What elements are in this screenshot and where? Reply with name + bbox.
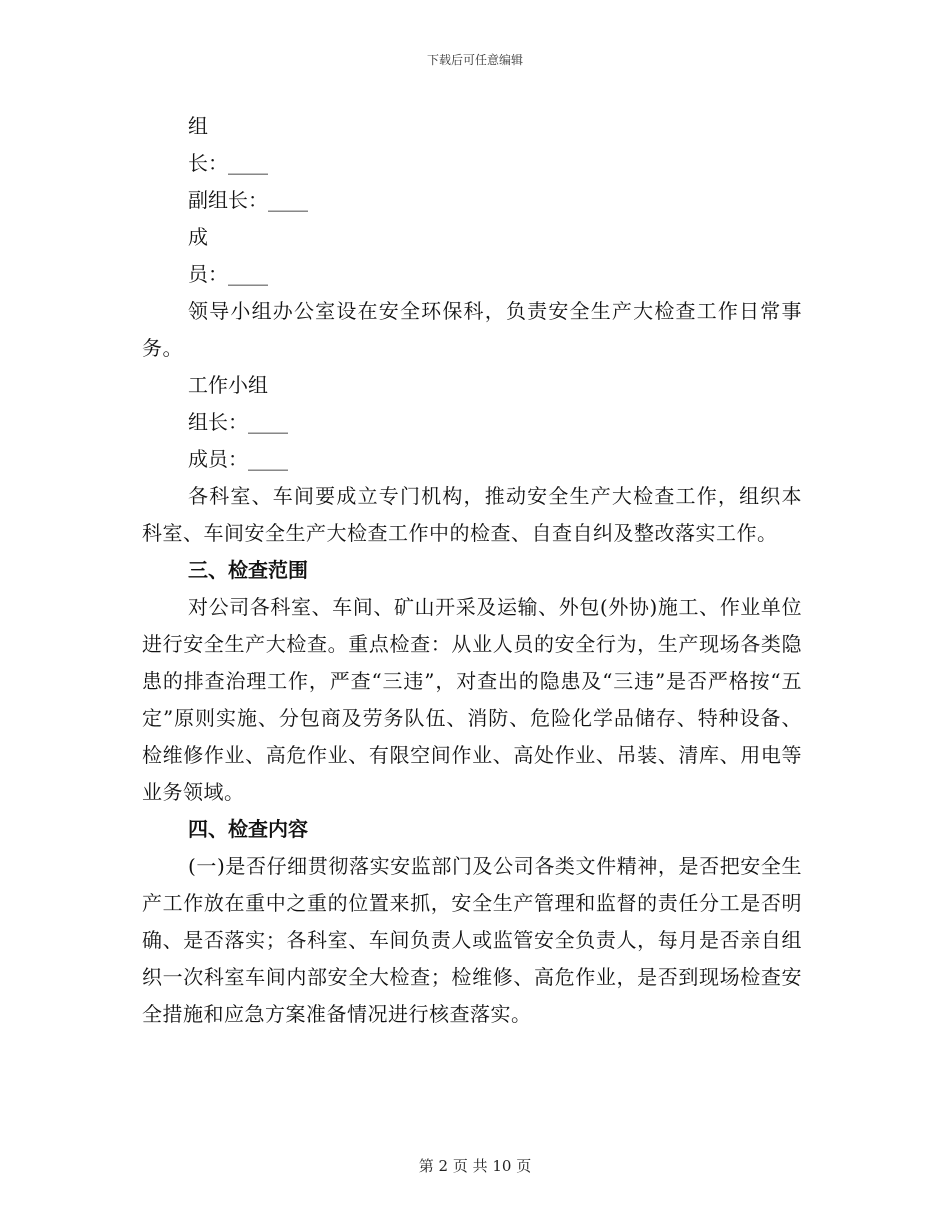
deputy-leader-line: 副组长：____ (188, 188, 308, 212)
work-group-leader-line: 组长：____ (188, 410, 288, 434)
members-label-line-1: 成 (188, 225, 208, 249)
work-group-title: 工作小组 (188, 373, 268, 397)
page-header: 下载后可任意编辑 (426, 53, 523, 67)
section-3-paragraph: 对公司各科室、车间、矿山开采及运输、外包(外协)施工、作业单位进行安全生产大检查。重点检查：从业人员的安全行为，生产现场各类隐患的排查治理工作，严查“三违”，对查出的隐患及“三违”是否严格按“五定”原则实施、分包商及劳务队伍、消防、危险化学品储存、特种设备、检维修作业、高危作业、有限空间作业、高处作业、吊装、清库、用电等业务领域。 (142, 595, 802, 804)
section-4-heading: 四、检查内容 (188, 817, 308, 841)
leader-label-line-1: 组 (188, 114, 208, 138)
page-number: 第 2 页 共 10 页 (418, 1157, 532, 1175)
office-paragraph: 领导小组办公室设在安全环保科，负责安全生产大检查工作日常事务。 (142, 299, 802, 360)
document-body (142, 108, 802, 1033)
leader-label-line-2: 长：____ (188, 151, 268, 175)
section-3-heading: 三、检查范围 (188, 558, 308, 582)
organization-paragraph: 各科室、车间要成立专门机构，推动安全生产大检查工作，组织本科室、车间安全生产大检查工作中的检查、自查自纠及整改落实工作。 (142, 484, 802, 545)
work-group-members-line: 成员：____ (188, 447, 288, 471)
members-label-line-2: 员：____ (188, 262, 268, 286)
section-4-paragraph: (一)是否仔细贯彻落实安监部门及公司各类文件精神，是否把安全生产工作放在重中之重的位置来抓，安全生产管理和监督的责任分工是否明确、是否落实；各科室、车间负责人或监管安全负责人，每月是否亲自组织一次科室车间内部安全大检查；检维修、高危作业，是否到现场检查安全措施和应急方案准备情况进行核查落实。 (142, 854, 802, 1026)
